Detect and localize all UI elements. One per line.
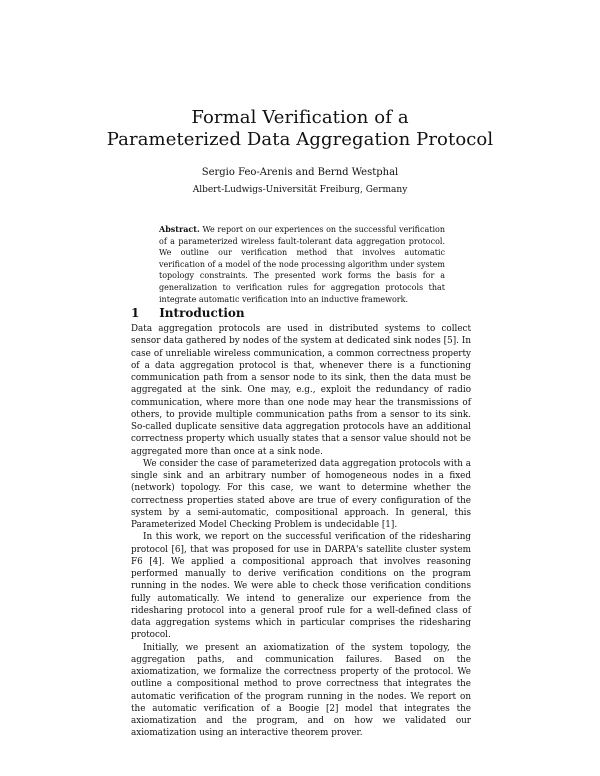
section-body bbox=[131, 323, 471, 740]
affiliation: Albert-Ludwigs-Universität Freiburg, Germany bbox=[192, 185, 408, 195]
paragraph: We consider the case of parameterized data aggregation protocols with a single sink and an arbitrary number of homogeneous nodes in a fixed (network) topology. For this case, we want to determine whether the correctness properties stated above are true of every configuration of the system by a semi-automatic, compositional approach. In general, this Parameterized Model Checking Problem is undecidable [1]. bbox=[131, 458, 471, 530]
paper-title-line-2: Parameterized Data Aggregation Protocol bbox=[106, 129, 494, 150]
section-number: 1 bbox=[131, 306, 140, 320]
abstract-text: We report on our experiences on the successful verification of a parameterized wireless fault-tolerant data aggregation protocol. We outline our verification method that involves automatic verification of a model of the node processing algorithm under system topology constraints. The presented work forms the basis for a generalization to verification rules for aggregation protocols that integrate automatic verification into an inductive framework. bbox=[159, 225, 446, 304]
paragraph: In this work, we report on the successful verification of the ridesharing protocol [6], that was proposed for use in DARPA's satellite cluster system F6 [4]. We applied a compositional approach that involves reasoning performed manually to derive verification conditions on the program running in the nodes. We were able to check those verification conditions fully automatically. We intend to generalize our experience from the ridesharing protocol into a general proof rule for a well-defined class of data aggregation systems which in particular comprises the ridesharing protocol. bbox=[131, 532, 471, 641]
abstract bbox=[159, 224, 445, 305]
abstract-label: Abstract. bbox=[159, 224, 200, 234]
section-title: Introduction bbox=[159, 306, 245, 320]
paragraph: Initially, we present an axiomatization of the system topology, the aggregation paths, and communication failures. Based on the axiomatization, we formalize the correctness property of the protocol. We outline a compositional method to prove correctness that integrates the automatic verification of the program running in the nodes. We report on the automatic verification of a Boogie [2] model that integrates the axiomatization and the program, and on how we validated our axiomatization using an interactive theorem prover. bbox=[131, 642, 471, 739]
section-heading bbox=[131, 306, 245, 320]
paragraph: Data aggregation protocols are used in distributed systems to collect sensor data gathered by nodes of the system at dedicated sink nodes [5]. In case of unreliable wireless communication, a common correctness property of a data aggregation protocol is that, whenever there is a functioning communication path from a sensor node to its sink, then the data must be aggregated at the sink. One may, e.g., exploit the redundancy of radio communication, where more than one node may hear the transmissions of others, to provide multiple communication paths from a sensor to its sink. So-called duplicate sensitive data aggregation protocols have an additional correctness property which usually states that a sensor value should not be aggregated more than once at a sink node. bbox=[131, 324, 471, 457]
authors: Sergio Feo-Arenis and Bernd Westphal bbox=[201, 167, 399, 178]
paper-title-line-1: Formal Verification of a bbox=[191, 107, 409, 128]
